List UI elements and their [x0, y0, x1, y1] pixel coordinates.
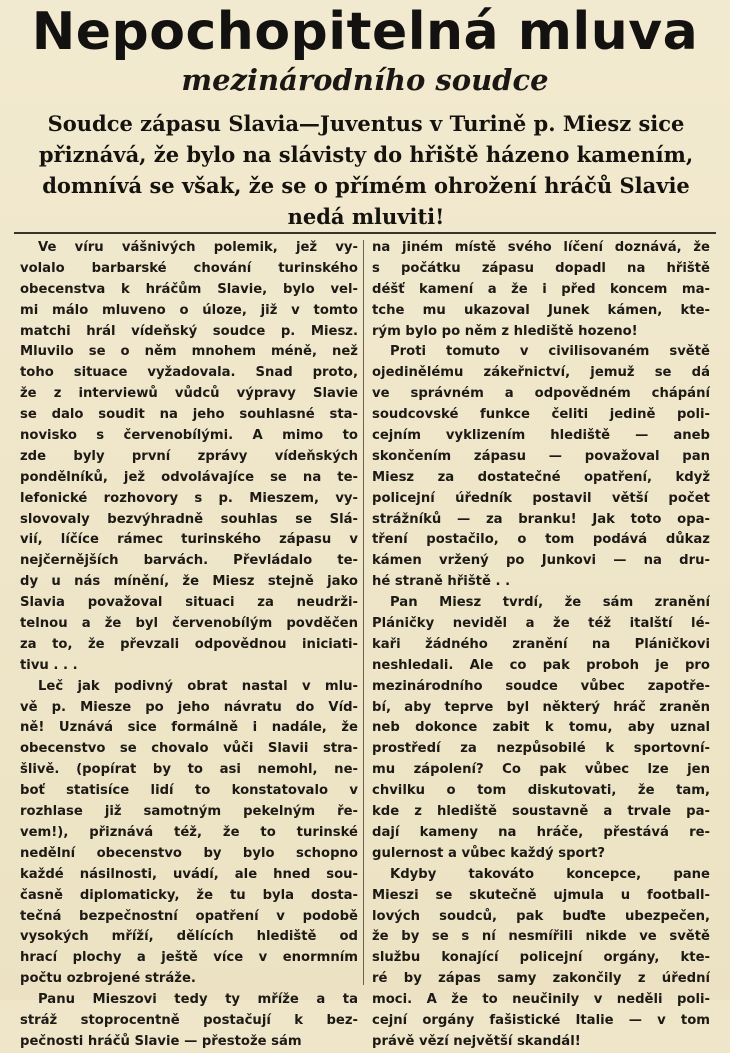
text-line: cejním vyklizením hlediště — aneb — [372, 428, 710, 444]
text-line: Pláničky neviděl a že též italští lé- — [372, 616, 710, 632]
text-line: ve správném a odpovědném chápání — [372, 386, 710, 402]
text-line: každé násilnosti, uvádí, ale hned sou- — [20, 866, 358, 882]
lead-line: domnívá se však, že se o přímém ohrožení hráčů Slavie — [42, 173, 690, 198]
text-line: boť statisíce lidí to konstatovalo v — [20, 783, 358, 799]
text-line: Kdyby takováto koncepce, pane — [390, 866, 710, 882]
text-line: moci. A že to neučinily v neděli poli- — [372, 992, 710, 1008]
text-line: chvilku o tom diskutovati, že tam, — [372, 783, 710, 799]
text-line: vysokých mříží, dělících hlediště od — [20, 929, 358, 945]
text-line: tečná bezpečnostní opatření v podobě — [20, 908, 358, 924]
text-line: mu zápolení? Co pak vůbec lze jen — [372, 762, 710, 778]
text-line: nejčernějších barvách. Převládalo te- — [20, 553, 358, 569]
text-line: kde z hlediště soustavně a trvale pa- — [372, 804, 710, 820]
text-line: ně! Uznává sice formálně i nadále, že — [20, 720, 358, 736]
text-line: pečnosti hráčů Slavie — přestože sám — [20, 1033, 302, 1049]
article-column-right — [372, 238, 710, 1053]
text-line: hé straně hřiště . . — [372, 574, 511, 590]
lead-paragraph — [16, 108, 716, 232]
text-line: šlivě. (popírat by to asi nemohl, ne- — [20, 762, 358, 778]
text-line: dají kameny na hráče, přestává re- — [372, 824, 710, 840]
text-line: nedělní obecenstvo by bylo schopno — [20, 845, 358, 861]
lead-line: nedá mluviti! — [287, 204, 445, 229]
text-line: lefonické rozhovory s p. Mieszem, vy- — [20, 490, 358, 506]
text-line: novisko s červenobílými. A mimo to — [20, 428, 358, 444]
text-line: Miesz za dostatečné opatření, když — [372, 469, 710, 485]
text-line: Mieszi se skutečně ujmula u football- — [372, 887, 710, 903]
text-line: vií, líčíce rámec turinského zápasu v — [20, 532, 358, 548]
headline: Nepochopitelná mluva — [31, 2, 699, 62]
column-divider — [363, 240, 364, 985]
text-line: Mluvilo se o něm mnohem méně, než — [20, 344, 358, 360]
text-line: Pan Miesz tvrdí, že sám zranění — [390, 595, 710, 611]
text-line: Proti tomuto v civilisovaném světě — [390, 344, 710, 360]
text-line: kaři žádného zranění na Pláničkovi — [372, 636, 710, 652]
text-line: kámen vržený po Junkovi — na dru- — [372, 553, 710, 569]
text-line: bí, aby teprve byl některý hráč zraněn — [372, 699, 710, 715]
text-line: Leč jak podivný obrat nastal v mlu- — [38, 678, 358, 694]
text-line: Panu Mieszovi tedy ty mříže a ta — [38, 992, 358, 1008]
lead-line: přiznává, že bylo na slávisty do hřiště házeno kamením, — [38, 142, 694, 167]
text-line: právě vězí největší skandál! — [372, 1033, 581, 1049]
article-column-left — [20, 238, 358, 1053]
text-line: cejní orgány fašistické Italie — v tom — [372, 1012, 710, 1028]
text-line: mi málo mluveno o úloze, již v tomto — [20, 302, 358, 318]
text-line: prostředí za nezpůsobilé k sportovní- — [372, 741, 710, 757]
text-line: lových soudců, pak buďte ubezpečen, — [372, 908, 710, 924]
text-line: ojedinělému zákeřnictví, jemuž se dá — [372, 365, 710, 381]
text-line: toho situace vyžadovala. Snad proto, — [20, 365, 358, 381]
text-line: ré by zápas samy zakončily z úřední — [372, 971, 710, 987]
text-line: policejní úředník postavil větší počet — [372, 490, 710, 506]
text-line: dy u nás mínění, že Miesz stejně jako — [20, 574, 358, 590]
text-line: s počátku zápasu dopadl na hřiště — [372, 260, 710, 276]
text-line: obecenstvo se chovalo vůči Slavii stra- — [20, 741, 358, 757]
text-line: skončením zápasu — považoval pan — [372, 448, 710, 464]
text-line: na jiném místě svého líčení doznává, že — [372, 240, 710, 255]
text-line: matchi hrál vídeňský soudce p. Miesz. — [20, 323, 358, 339]
text-line: rým bylo po něm z hlediště hozeno! — [372, 323, 638, 339]
text-line: stráž stoprocentně postačují k bez- — [20, 1012, 358, 1028]
text-line: Slavia považoval situaci za neudrži- — [20, 595, 358, 611]
text-line: počtu ozbrojené stráže. — [20, 971, 196, 987]
text-line: soudcovské funkce čeliti jedině poli- — [372, 407, 710, 423]
text-line: strážníků — za branku! Jak toto opa- — [372, 511, 710, 527]
text-line: volalo barbarské chování turinského — [20, 260, 358, 276]
text-line: tivu . . . — [20, 657, 78, 673]
text-line: pondělníků, jež odvolávajíce se na te- — [20, 469, 358, 485]
text-line: že by se s ní nesmířili nikde ve světě — [372, 929, 710, 945]
text-line: službu konající policejní orgány, kte- — [372, 950, 710, 966]
text-line: hrací plochy a ještě více v enormním — [20, 950, 358, 966]
header-rule — [14, 232, 716, 234]
text-line: za to, že převzali odpovědnou iniciati- — [20, 636, 358, 652]
text-line: obecenstva k hráčům Slavie, bylo vel- — [20, 281, 358, 297]
text-line: vem!), přiznává též, že to turinské — [20, 824, 358, 840]
text-line: se dalo soudit na jeho souhlasné sta- — [20, 407, 358, 423]
lead-line: Soudce zápasu Slavia—Juventus v Turině p. Miesz sice — [47, 111, 685, 136]
text-line: Ve víru vášnivých polemik, jež vy- — [38, 240, 358, 255]
text-line: mezinárodního soudce vůbec zapotře- — [372, 678, 710, 694]
text-line: déšť kamení a že i před koncem ma- — [372, 281, 710, 297]
text-line: časně diplomaticky, že tu byla dosta- — [20, 887, 358, 903]
text-line: slovovaly bezvýhradně souhlas se Slá- — [20, 511, 358, 527]
text-line: zde byly první zprávy vídeňských — [20, 448, 358, 464]
text-line: gulernost a vůbec každý sport? — [372, 845, 606, 861]
text-line: telnou a že byl červenobílým povděčen — [20, 616, 358, 632]
text-line: že z interviewů vůdců výpravy Slavie — [20, 386, 358, 402]
text-line: vě p. Miesze po jeho návratu do Víd- — [20, 699, 358, 715]
text-line: tření postačilo, o tom podává důkaz — [372, 532, 710, 548]
text-line: neshledali. Ale co pak proboh je pro — [372, 657, 710, 673]
text-line: rozhlase již samotným pekelným ře- — [20, 804, 358, 820]
text-line: neb dokonce zabit k tomu, aby uznal — [372, 720, 710, 736]
text-line: tche mu ukazoval Junek kámen, kte- — [372, 302, 710, 318]
subheadline: mezinárodního soudce — [181, 63, 549, 97]
